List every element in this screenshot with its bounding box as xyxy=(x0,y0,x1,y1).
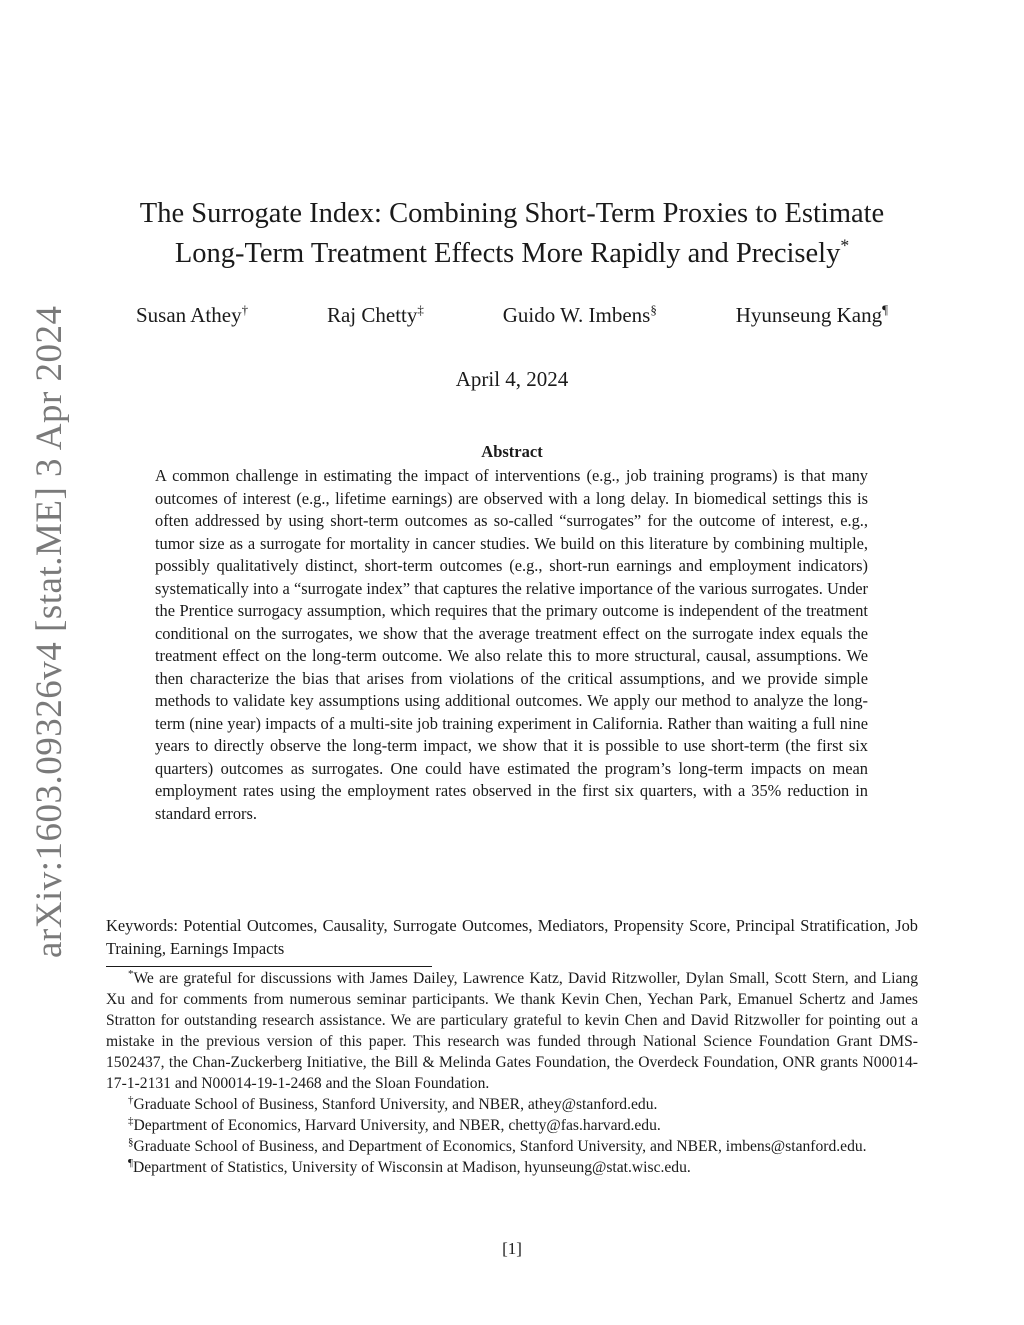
arxiv-identifier-stamp: arXiv:1603.09326v4 [stat.ME] 3 Apr 2024 xyxy=(29,305,70,958)
footnote-text: Department of Economics, Harvard University, and NBER, chetty@fas.harvard.edu. xyxy=(133,1117,661,1134)
author-name: Guido W. Imbens xyxy=(502,303,651,327)
page-number: [1] xyxy=(502,1239,522,1258)
footnote-text: Department of Statistics, University of Wisconsin at Madison, hyunseung@stat.wisc.edu. xyxy=(132,1159,691,1176)
abstract-heading: Abstract xyxy=(481,442,543,461)
author-mark: † xyxy=(241,302,249,317)
paper-title xyxy=(110,194,914,274)
author-mark: § xyxy=(650,302,657,317)
title-line-1: The Surrogate Index: Combining Short-Term Proxies to Estimate xyxy=(139,198,885,229)
keywords-text: Potential Outcomes, Causality, Surrogate Outcomes, Mediators, Propensity Score, Principal Stratification, Job Training, Earnings Impacts xyxy=(106,916,918,958)
author xyxy=(327,300,424,330)
footnote xyxy=(106,1136,918,1157)
author xyxy=(136,300,248,330)
footnote-mark: ‡ xyxy=(128,1114,134,1127)
author xyxy=(503,300,657,330)
author-name: Raj Chetty xyxy=(326,303,418,327)
footnote xyxy=(106,1094,918,1115)
author-name: Susan Athey xyxy=(136,303,242,327)
title-line-2 xyxy=(110,234,914,274)
footnote-mark: † xyxy=(128,1093,134,1106)
title-line-2-text: Long-Term Treatment Effects More Rapidly and Precisely xyxy=(174,238,841,269)
footnote-mark: § xyxy=(128,1135,134,1148)
footnote-text: Graduate School of Business, Stanford University, and NBER, athey@stanford.edu. xyxy=(133,1096,658,1113)
title-footnote-mark: * xyxy=(840,235,850,256)
abstract-text: A common challenge in estimating the impact of interventions (e.g., job training programs) is that many outcomes of interest (e.g., lifetime earnings) are observed with a long delay. In biomedical settings this is often addressed by using short-term outcomes as so-called “surrogates” for the outcome of interest, e.g., tumor size as a surrogate for mortality in cancer studies. We build on this literature by combining multiple, possibly qualitatively distinct, short-term outcomes (e.g., short-run earnings and employment indicators) systematically into a “surrogate index” that captures the relative importance of the various surrogates. Under the Prentice surrogacy assumption, which requires that the primary outcome is independent of the treatment conditional on the surrogates, we show that the average treatment effect on the surrogate index equals the treatment effect on the long-term outcome. We also relate this to more structural, causal, assumptions. We then characterize the bias that arises from violations of the critical assumptions, and we provide simple methods to validate key assumptions using additional outcomes. We apply our method to analyze the long-term (nine year) impacts of a multi-site job training experiment in California. Rather than waiting a full nine years to directly observe the long-term impact, we show that it is possible to use short-term (the first six quarters) outcomes as surrogates. One could have estimated the program’s long-term impacts on mean employment rates using the employment rates observed in the first six quarters, with a 35% reduction in standard errors. xyxy=(155,466,868,823)
footnote-text: We are grateful for discussions with James Dailey, Lawrence Katz, David Ritzwoller, Dylan Small, Scott Stern, and Liang Xu and for comments from numerous seminar participants. We thank Kevin Chen, Yechan Park, Emanuel Schertz and James Stratton for outstanding research assistance. We are particulary grateful to kevin Chen and David Ritzwoller for pointing out a mistake in the previous version of this paper. This research was funded through National Science Foundation Grant DMS-1502437, the Chan-Zuckerberg Initiative, the Bill & Melinda Gates Foundation, the Overdeck Foundation, ONR grants N00014-17-1-2131 and N00014-19-1-2468 and the Sloan Foundation. xyxy=(106,970,918,1092)
author xyxy=(736,300,888,330)
keywords xyxy=(106,915,918,960)
author-list xyxy=(110,300,914,330)
footnotes xyxy=(106,968,918,1178)
author-mark: ‡ xyxy=(417,302,424,317)
author-name: Hyunseung Kang xyxy=(735,303,883,327)
author-mark: ¶ xyxy=(882,302,888,317)
footnote xyxy=(106,1157,918,1178)
footnote xyxy=(106,1115,918,1136)
footnote xyxy=(106,968,918,1094)
keywords-label: Keywords: xyxy=(106,916,178,935)
footnote-text: Graduate School of Business, and Department of Economics, Stanford University, and NBER, imbens@stanford.edu. xyxy=(133,1138,867,1155)
paper-date: April 4, 2024 xyxy=(455,367,569,391)
footnote-mark: ¶ xyxy=(128,1156,133,1169)
footnote-divider xyxy=(106,966,432,967)
footnote-mark: * xyxy=(128,967,134,980)
